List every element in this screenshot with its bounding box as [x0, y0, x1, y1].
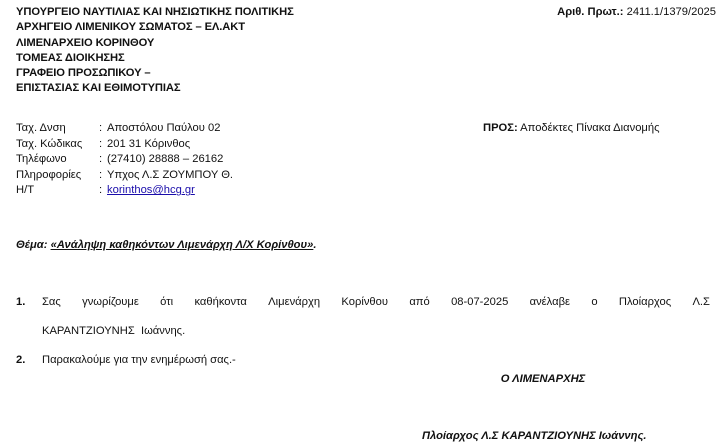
contact-value: Υπχος Λ.Σ ΖΟΥΜΠΟΥ Θ.: [107, 168, 234, 181]
protocol-value: 2411.1/1379/2025: [623, 6, 716, 18]
item1-first-line: [42, 292, 710, 312]
contact-label: Τηλέφωνο: [16, 153, 67, 166]
item1-word: καθήκοντα: [194, 296, 247, 308]
email-link[interactable]: korinthos@hcg.gr: [107, 184, 195, 197]
contact-label: Πληροφορίες: [16, 168, 82, 181]
item1-word: 08-07-2025: [451, 296, 509, 308]
item1-word: ότι: [160, 296, 174, 308]
item1-word: ο: [591, 296, 598, 308]
item1-word: Κορίνθου: [341, 296, 388, 308]
header-line-ministry: ΥΠΟΥΡΓΕΙΟ ΝΑΥΤΙΛΙΑΣ ΚΑΙ ΝΗΣΙΩΤΙΚΗΣ ΠΟΛΙΤΙΚΗΣ: [16, 6, 294, 18]
header-line-port-authority: ΛΙΜΕΝΑΡΧΕΙΟ ΚΟΡΙΝΘΟΥ: [16, 36, 155, 49]
list-item-number: 2.: [16, 354, 26, 366]
list-item-number: 1.: [16, 296, 26, 308]
item1-word: Σας: [42, 296, 61, 308]
contact-separator: :: [99, 184, 103, 197]
contact-value: 201 31 Κόρινθος: [107, 137, 191, 150]
recipient-line: [483, 121, 659, 137]
item1-word: γνωρίζουμε: [82, 296, 139, 308]
contact-label: Ταχ. Δνση: [16, 122, 66, 134]
contact-row-postcode: [16, 137, 233, 153]
contact-label: Ταχ. Κώδικας: [16, 137, 83, 150]
list-item: [16, 292, 710, 341]
header-line-sector: ΤΟΜΕΑΣ ΔΙΟΙΚΗΣΗΣ: [16, 51, 125, 64]
contact-row-information: [16, 168, 233, 184]
subject-end: .: [313, 239, 317, 251]
recipient-label: ΠΡΟΣ:: [483, 122, 518, 134]
body-list: [16, 292, 710, 370]
list-item: [16, 350, 710, 370]
contact-separator: :: [99, 153, 103, 166]
contact-row-address: [16, 121, 233, 137]
contact-value: Αποστόλου Παύλου 02: [107, 122, 221, 134]
header-line-office-cont: ΕΠΙΣΤΑΣΙΑΣ ΚΑΙ ΕΘΙΜΟΤΥΠΙΑΣ: [16, 82, 181, 95]
item1-word: Λιμενάρχη: [268, 296, 321, 308]
header-line-office: ΓΡΑΦΕΙΟ ΠΡΟΣΩΠΙΚΟΥ –: [16, 67, 151, 80]
protocol-label: Αριθ. Πρωτ.:: [557, 6, 624, 18]
contact-separator: :: [99, 168, 103, 181]
contact-label: Η/Τ: [16, 184, 35, 197]
contact-details: [16, 121, 233, 199]
subject-line: [16, 238, 316, 253]
recipient-value: Αποδέκτες Πίνακα Διανομής: [517, 122, 660, 134]
contact-row-phone: [16, 152, 233, 168]
item1-word: Πλοίαρχος: [618, 296, 672, 308]
contact-value: (27410) 28888 – 26162: [107, 153, 224, 166]
subject-label: Θέμα:: [16, 239, 51, 251]
protocol-number: [557, 5, 716, 20]
item1-word: ανέλαβε: [529, 296, 570, 308]
subject-text: «Ανάληψη καθηκόντων Λιμενάρχη Λ/Χ Κορίνθου»: [50, 239, 314, 251]
item1-word: Λ.Σ: [692, 296, 710, 308]
item1-word: από: [409, 296, 430, 308]
signatory-name: Πλοίαρχος Λ.Σ ΚΑΡΑΝΤΖΙΟΥΝΗΣ Ιωάννης.: [422, 430, 647, 442]
signatory-title: Ο ΛΙΜΕΝΑΡΧΗΣ: [500, 373, 586, 385]
issuing-authority-header: [16, 5, 294, 97]
item1-second-line: ΚΑΡΑΝΤΖΙΟΥΝΗΣ Ιωάννης.: [42, 325, 186, 337]
contact-separator: :: [99, 137, 103, 150]
contact-separator: :: [99, 122, 103, 134]
header-line-hq: ΑΡΧΗΓΕΙΟ ΛΙΜΕΝΙΚΟΥ ΣΩΜΑΤΟΣ – ΕΛ.ΑΚΤ: [16, 21, 245, 34]
contact-row-email: [16, 183, 233, 199]
list-item-text: Παρακαλούμε για την ενημέρωσή σας.-: [42, 354, 236, 366]
